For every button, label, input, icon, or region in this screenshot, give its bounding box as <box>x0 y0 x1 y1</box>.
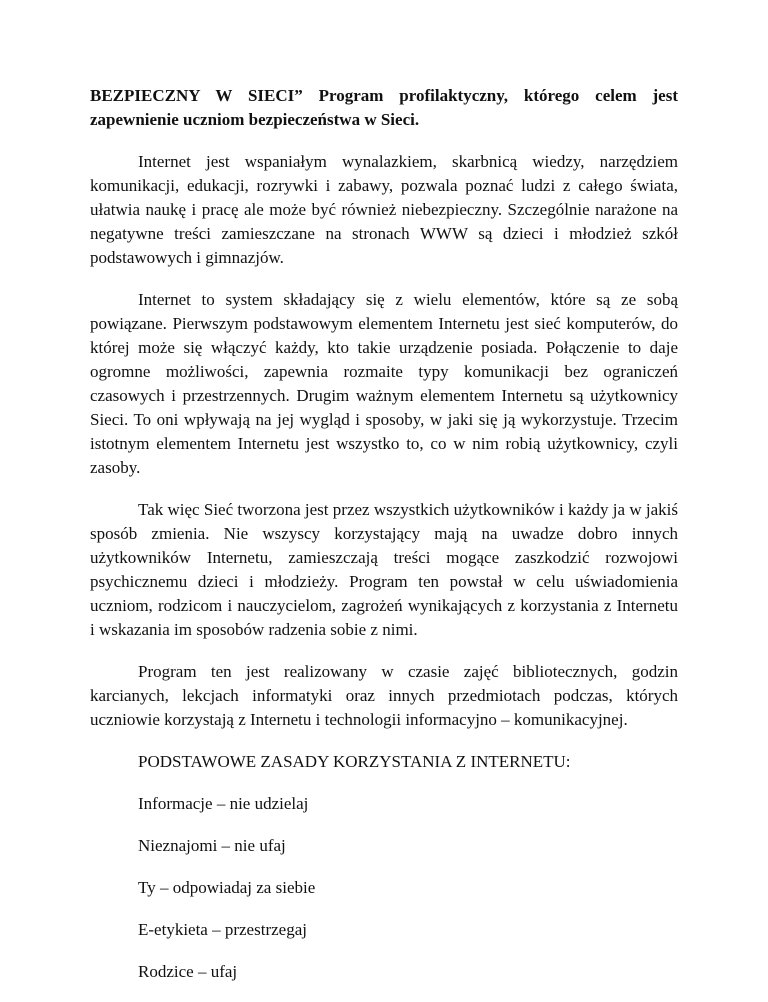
paragraph-network-users: Tak więc Sieć tworzona jest przez wszystkich użytkowników i każdy ja w jakiś sposób zmienia. Nie wszyscy korzystający mają na uwadze dobro innych użytkowników Internetu, zamieszczają treści mogące zaszkodzić rozwojowi psychicznemu dzieci i młodzieży. Program ten powstał w celu uświadomienia uczniom, rodzicom i nauczycielom, zagrożeń wynikających z korzystania z Internetu i wskazania im sposobów radzenia sobie z nimi. <box>90 500 678 639</box>
rule-item: Nieznajomi – nie ufaj <box>138 836 286 855</box>
rule-item: Rodzice – ufaj <box>138 962 238 981</box>
rules-heading: PODSTAWOWE ZASADY KORZYSTANIA Z INTERNETU: <box>138 752 571 771</box>
document-page <box>90 84 678 1002</box>
rule-item: Informacje – nie udzielaj <box>138 794 309 813</box>
rules-list <box>90 792 678 984</box>
rule-item: Ty – odpowiadaj za siebie <box>138 878 316 897</box>
rule-item: E-etykieta – przestrzegaj <box>138 920 307 939</box>
paragraph-internet-elements: Internet to system składający się z wielu elementów, które są ze sobą powiązane. Pierwszym podstawowym elementem Internetu jest sieć komputerów, do której może się włączyć każdy, kto takie urządzenie posiada. Połączenie to daje ogromne możliwości, zapewnia rozmaite typy komunikacji bez ograniczeń czasowych i przestrzennych. Drugim ważnym elementem Internetu są użytkownicy Sieci. To oni wpływają na jej wygląd i sposoby, w jaki się ją wykorzystuje. Trzecim istotnym elementem Internetu jest wszystko to, co w nim robią użytkownicy, czyli zasoby. <box>90 290 678 477</box>
paragraph-intro: Internet jest wspaniałym wynalazkiem, skarbnicą wiedzy, narzędziem komunikacji, edukacji, rozrywki i zabawy, pozwala poznać ludzi z całego świata, ułatwia naukę i pracę ale może być również niebezpieczny. Szczególnie narażone na negatywne treści zamieszczane na stronach WWW są dzieci i młodzież szkół podstawowych i gimnazjów. <box>90 152 678 267</box>
document-title: BEZPIECZNY W SIECI” Program profilaktyczny, którego celem jest zapewnienie uczniom bezpieczeństwa w Sieci. <box>90 86 678 129</box>
paragraph-program-realization: Program ten jest realizowany w czasie zajęć bibliotecznych, godzin karcianych, lekcjach informatyki oraz innych przedmiotach podczas, których uczniowie korzystają z Internetu i technologii informacyjno – komunikacyjnej. <box>90 662 678 729</box>
